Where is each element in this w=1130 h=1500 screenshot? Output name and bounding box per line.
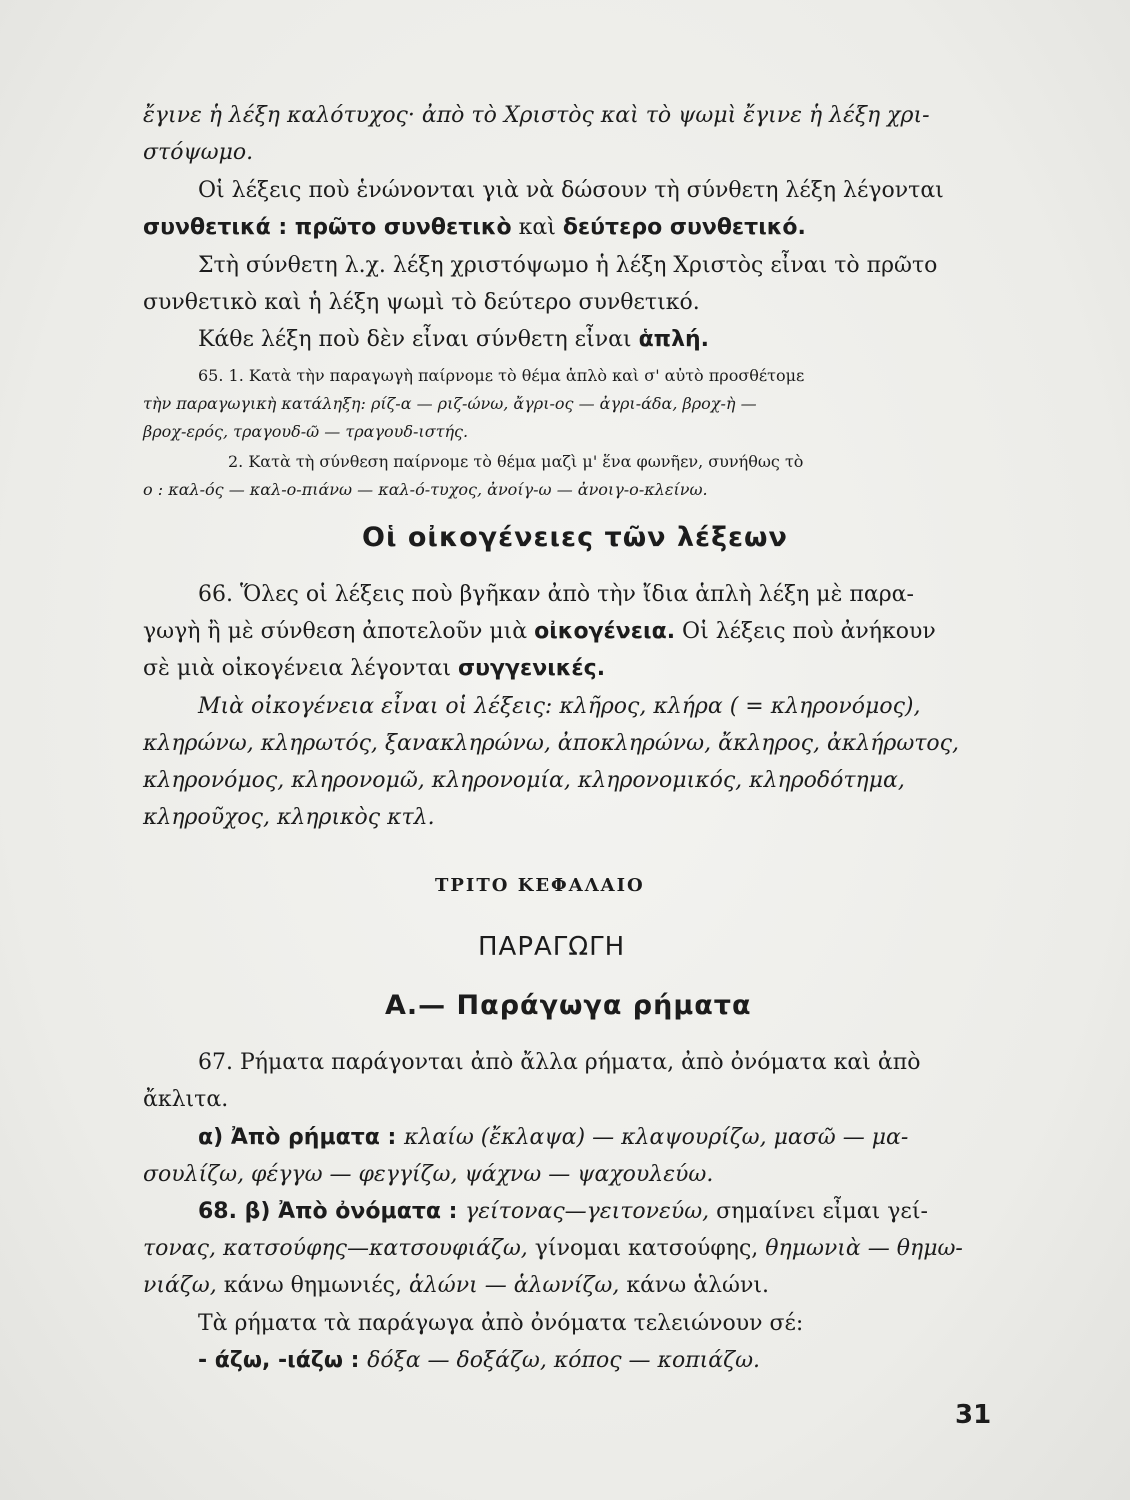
text-line <box>198 327 709 352</box>
term-bold: ἁπλή. <box>638 327 710 352</box>
text-run: Οἱ λέξεις ποὺ ἀνήκουν <box>675 619 936 644</box>
text-line: ἄκλιτα. <box>143 1087 229 1112</box>
text-line <box>143 619 936 644</box>
text-run: γωγὴ ἢ μὲ σύνθεση ἀποτελοῦν μιὰ <box>143 619 535 644</box>
text-line <box>143 1236 963 1261</box>
text-run: ἁλώνι — ἁλωνίζω, <box>409 1273 620 1298</box>
text-line-small: 65. 1. Κατὰ τὴν παραγωγὴ παίρνομε τὸ θέμα ἁπλὸ καὶ σ' αὐτὸ προσθέτομε <box>198 366 805 385</box>
text-run: τονας, κατσούφης—κατσουφιάζω, <box>143 1236 528 1261</box>
term-bold: οἰκογένεια. <box>534 619 676 644</box>
text-line <box>143 1273 769 1298</box>
text-line <box>198 1125 908 1150</box>
part-title: ΠΑΡΑΓΩΓΗ <box>478 932 626 962</box>
text-line: κληρονόμος, κληρονομῶ, κληρονομία, κληρονομικός, κληροδότημα, <box>143 768 905 793</box>
text-run: νιάζω, <box>143 1273 217 1298</box>
text-line <box>198 1199 928 1224</box>
term-bold: 68. β) Ἀπὸ ὀνόματα : <box>198 1199 466 1224</box>
text-line: Στὴ σύνθετη λ.χ. λέξη χριστόψωμο ἡ λέξη Χριστὸς εἶναι τὸ πρῶτο <box>198 253 938 278</box>
text-run: Κάθε λέξη ποὺ δὲν εἶναι σύνθετη εἶναι <box>198 327 639 352</box>
text-run: κάνω θημωνιές, <box>216 1273 409 1298</box>
text-line: κληρώνω, κληρωτός, ξανακληρώνω, ἀποκληρώνω, ἄκληρος, ἀκλήρωτος, <box>143 731 959 756</box>
page-number: 31 <box>955 1400 992 1430</box>
text-line: σουλίζω, φέγγω — φεγγίζω, ψάχνω — ψαχουλεύω. <box>143 1162 714 1187</box>
text-line: κληροῦχος, κληρικὸς κτλ. <box>143 805 435 830</box>
subsection-title: Α.— Παράγωγα ρήματα <box>385 990 752 1021</box>
text-line: Οἱ λέξεις ποὺ ἑνώνονται γιὰ νὰ δώσουν τὴ σύνθετη λέξη λέγονται <box>198 178 944 203</box>
text-run: γείτονας—γειτονεύω, <box>465 1199 710 1224</box>
text-run: δόξα — δοξάζω, κόπος — κοπιάζω. <box>367 1348 761 1373</box>
text-line-small: ο : καλ-ός — καλ-ο-πιάνω — καλ-ό-τυχος, ἀνοίγ-ω — ἀνοιγ-ο-κλείνω. <box>143 480 708 499</box>
text-run: καὶ <box>511 215 563 240</box>
text-line: στόψωμο. <box>143 140 254 165</box>
text-line: 67. Ρήματα παράγονται ἀπὸ ἄλλα ρήματα, ἀπὸ ὀνόματα καὶ ἀπὸ <box>198 1050 921 1075</box>
text-run: σημαίνει εἶμαι γεί- <box>709 1199 928 1224</box>
text-line: Μιὰ οἰκογένεια εἶναι οἱ λέξεις: κλῆρος, κλήρα ( = κληρονόμος), <box>198 694 921 719</box>
section-heading: Οἱ οἰκογένειες τῶν λέξεων <box>362 522 788 553</box>
term-bold: συγγενικές. <box>458 656 606 681</box>
text-run: σὲ μιὰ οἰκογένεια λέγονται <box>143 656 459 681</box>
text-line: Τὰ ρήματα τὰ παράγωγα ἀπὸ ὀνόματα τελειώνουν σέ: <box>198 1311 804 1336</box>
text-run: κάνω ἁλώνι. <box>619 1273 769 1298</box>
text-line <box>143 656 605 681</box>
text-line-small: βροχ-ερός, τραγουδ-ῶ — τραγουδ-ιστής. <box>143 422 469 441</box>
text-line: ἔγινε ἡ λέξη καλότυχος· ἀπὸ τὸ Χριστὸς καὶ τὸ ψωμὶ ἔγινε ἡ λέξη χρι- <box>143 103 930 128</box>
term-bold: δεύτερο συνθετικό. <box>562 215 806 240</box>
text-line-small: τὴν παραγωγικὴ κατάληξη: ρίζ-α — ριζ-ώνω, ἄγρι-ος — ἀγρι-άδα, βροχ-ὴ — <box>143 394 757 413</box>
chapter-title: ΤΡΙΤΟ ΚΕΦΑΛΑΙΟ <box>435 875 645 896</box>
text-run: θημωνιὰ — θημω- <box>765 1236 963 1261</box>
text-run: κλαίω (ἔκλαψα) — κλαψουρίζω, μασῶ — μα- <box>404 1125 909 1150</box>
text-line <box>143 215 806 240</box>
text-line <box>198 1348 760 1373</box>
term-bold: α) Ἀπὸ ρήματα : <box>198 1125 405 1150</box>
term-bold: συνθετικά : πρῶτο συνθετικὸ <box>143 215 512 240</box>
text-line-small: 2. Κατὰ τὴ σύνθεση παίρνομε τὸ θέμα μαζὶ μ' ἕνα φωνῆεν, συνήθως τὸ <box>228 452 804 471</box>
text-line: συνθετικὸ καὶ ἡ λέξη ψωμὶ τὸ δεύτερο συνθετικό. <box>143 290 700 315</box>
text-run: γίνομαι κατσούφης, <box>527 1236 766 1261</box>
term-bold: - άζω, -ιάζω : <box>198 1348 368 1373</box>
text-line: 66. Ὅλες οἱ λέξεις ποὺ βγῆκαν ἀπὸ τὴν ἴδια ἁπλὴ λέξη μὲ παρα- <box>198 582 914 607</box>
